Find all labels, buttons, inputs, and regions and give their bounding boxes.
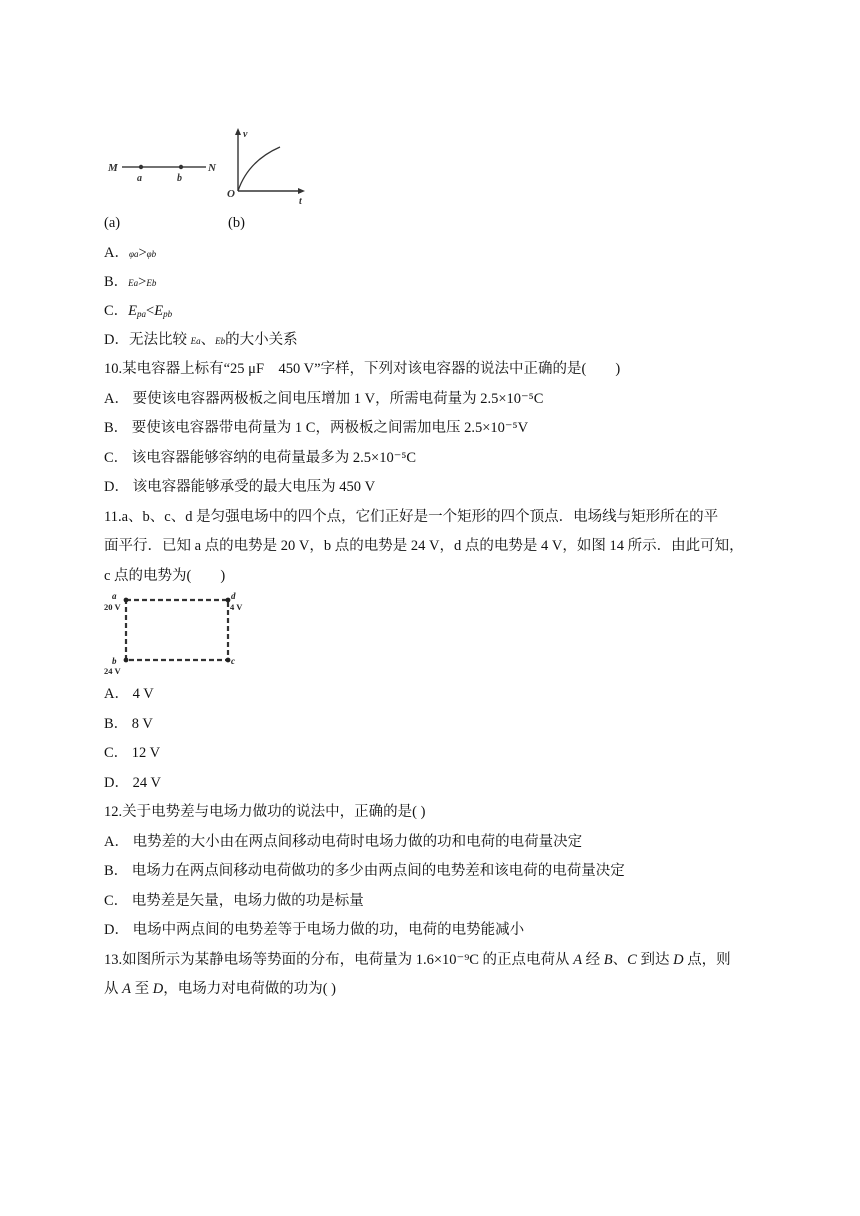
label-t: t [299, 196, 302, 207]
label-a: a [112, 591, 117, 601]
figure-caption-a: (a) [104, 215, 121, 231]
q12-option-c: C． 电势差是矢量，电场力做的功是标量 [104, 893, 364, 909]
point-a [139, 165, 143, 169]
label-a-potential: 20 V [104, 602, 121, 612]
vt-curve [238, 147, 280, 191]
label-b: b [112, 656, 117, 666]
point-a-corner [124, 598, 129, 603]
q11-stem-line2: 面平行．已知 a 点的电势是 20 V，b 点的电势是 24 V，d 点的电势是 4 V，如图 14 所示．由此可知， [104, 538, 744, 554]
point-c-corner [226, 658, 231, 663]
label-O: O [227, 188, 235, 200]
q13-stem-line1: 13.如图所示为某静电场等势面的分布，电荷量为 1.6×10⁻⁹C 的正点电荷从 A 经 B、C 到达 D 点，则 [104, 952, 731, 968]
q10-stem: 10.某电容器上标有“25 μF 450 V”字样，下列对该电容器的说法中正确的是( ) [104, 361, 621, 377]
q9-option-c: C．$E_{pa}<E_{pb}$ [104, 303, 173, 319]
q10-option-d: D． 该电容器能够承受的最大电压为 450 V [104, 479, 376, 495]
q10-option-c: C． 该电容器能够容纳的电荷量最多为 2.5×10⁻⁵C [104, 450, 417, 466]
v-axis-arrow [235, 128, 241, 135]
q11-option-a: A． 4 V [104, 686, 154, 702]
label-v: v [243, 129, 248, 140]
figure-caption-b: (b) [228, 215, 245, 231]
q10-option-b: B． 要使该电容器带电荷量为 1 C，两极板之间需加电压 2.5×10⁻⁵V [104, 420, 529, 436]
q12-option-a: A． 电势差的大小由在两点间移动电荷时电场力做的功和电荷的电荷量决定 [104, 834, 583, 850]
q11-option-c: C． 12 V [104, 745, 161, 761]
label-d-potential: 4 V [230, 602, 243, 612]
q12-stem: 12.关于电势差与电场力做功的说法中，正确的是( ) [104, 804, 426, 820]
q11-option-d: D． 24 V [104, 775, 161, 791]
q10-option-a: A． 要使该电容器两极板之间电压增加 1 V，所需电荷量为 2.5×10⁻⁵C [104, 391, 544, 407]
label-M: M [108, 162, 118, 174]
q9-option-a: A．φa>φb [104, 245, 157, 261]
q11-option-b: B． 8 V [104, 716, 153, 732]
q9-option-b: B．Ea>Eb [104, 274, 157, 290]
dashed-rectangle [126, 600, 228, 660]
label-b-potential: 24 V [104, 666, 121, 676]
q13-stem-line2: 从 A 至 D，电场力对电荷做的功为( ) [104, 981, 336, 997]
label-a: a [137, 173, 142, 184]
label-N: N [208, 162, 216, 174]
label-d: d [231, 591, 236, 601]
label-b: b [177, 173, 182, 184]
q12-option-d: D． 电场中两点间的电势差等于电场力做的功，电荷的电势能减小 [104, 922, 525, 938]
t-axis-arrow [298, 188, 305, 194]
q11-stem-line3: c 点的电势为( ) [104, 568, 226, 584]
label-c: c [231, 656, 235, 666]
figure-a-line-mn [104, 150, 220, 186]
q9-option-d: D．无法比较 Ea、Eb的大小关系 [104, 332, 298, 348]
figure-b-vt-graph [224, 125, 310, 207]
q12-option-b: B． 电场力在两点间移动电荷做功的多少由两点间的电势差和该电荷的电荷量决定 [104, 863, 625, 879]
point-b [179, 165, 183, 169]
point-b-corner [124, 658, 129, 663]
q11-stem-line1: 11.a、b、c、d 是匀强电场中的四个点，它们正好是一个矩形的四个顶点．电场线与矩形所在的平 [104, 509, 719, 525]
figure-rectangle-abcd [100, 590, 250, 676]
